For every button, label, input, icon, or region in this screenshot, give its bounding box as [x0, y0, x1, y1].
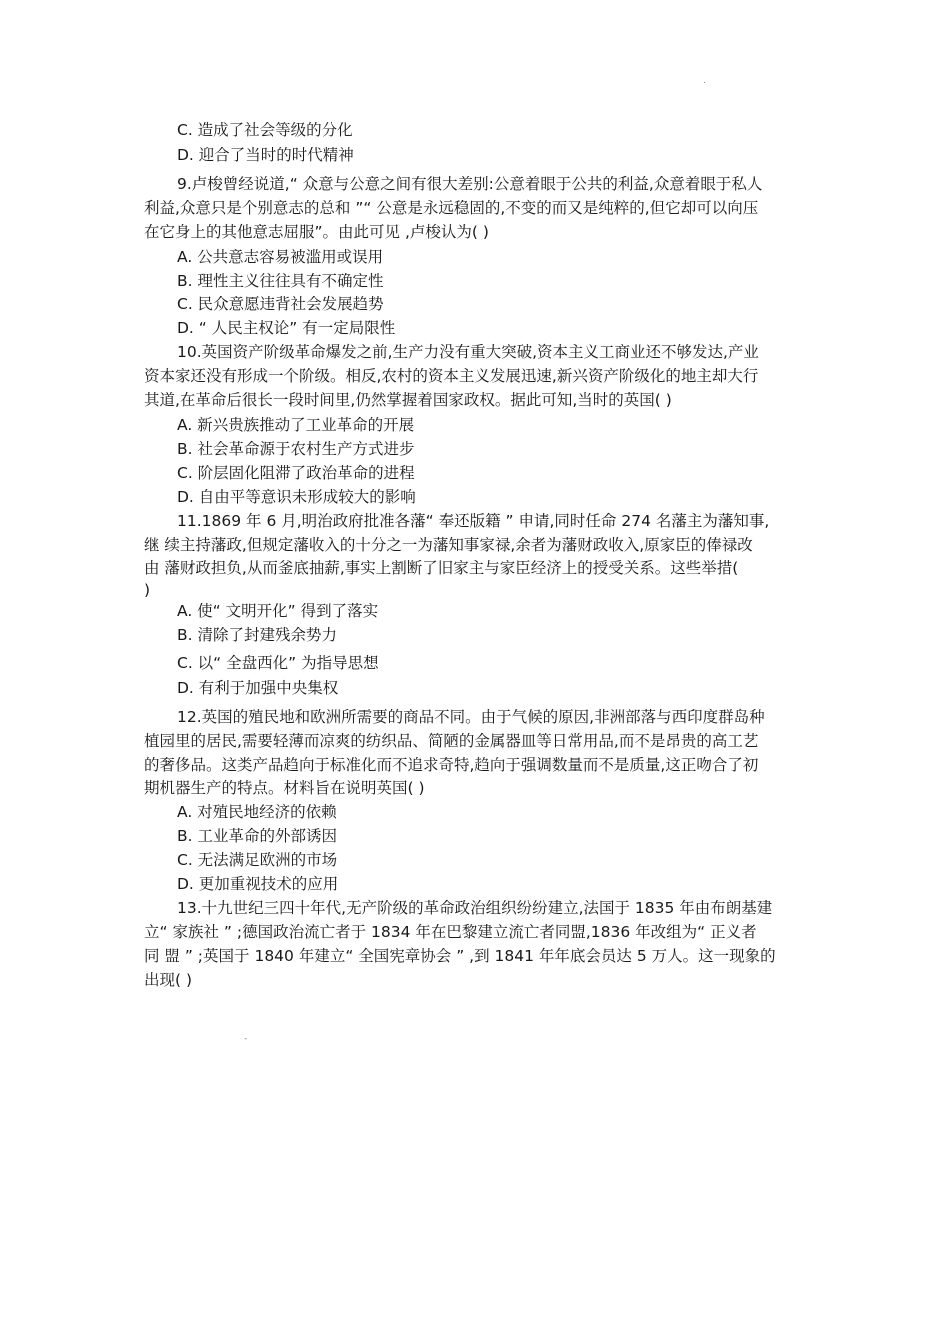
- scan-mark: -: [244, 1034, 248, 1044]
- q8-option-c: C. 造成了社会等级的分化: [177, 121, 353, 139]
- q12-stem-line-2: 植园里的居民,需要轻薄而凉爽的纺织品、简陋的金属器皿等日常用品,而不是昂贵的高工艺: [144, 732, 759, 750]
- q10-stem-line-1: 10.英国资产阶级革命爆发之前,生产力没有重大突破,资本主义工商业还不够发达,产业: [177, 343, 759, 361]
- q12-option-b: B. 工业革命的外部诱因: [177, 827, 337, 845]
- q12-stem-line-1: 12.英国的殖民地和欧洲所需要的商品不同。由于气候的原因,非洲部落与西印度群岛种: [177, 708, 765, 726]
- q11-stem-line-4: ): [144, 581, 151, 599]
- q12-option-d: D. 更加重视技术的应用: [177, 875, 339, 893]
- q11-option-b: B. 清除了封建残余势力: [177, 626, 337, 644]
- q11-stem-line-3: 由 藩财政担负,从而釜底抽薪,事实上割断了旧家主与家臣经济上的授受关系。这些举措(: [144, 559, 739, 577]
- q13-stem-line-3: 同 盟 ” ;英国于 1840 年建立“ 全国宪章协会 ” ,到 1841 年年底会员达 5 万人。这一现象的: [144, 947, 776, 965]
- q10-option-c: C. 阶层固化阻滞了政治革命的进程: [177, 464, 415, 482]
- scan-mark: .: [703, 76, 706, 86]
- q11-option-c: C. 以“ 全盘西化” 为指导思想: [177, 654, 379, 672]
- q8-option-d: D. 迎合了当时的时代精神: [177, 146, 354, 164]
- q9-option-d: D. “ 人民主权论” 有一定局限性: [177, 319, 396, 337]
- q9-option-a: A. 公共意志容易被滥用或误用: [177, 248, 384, 266]
- q10-stem-line-3: 其道,在革命后很长一段时间里,仍然掌握着国家政权。据此可知,当时的英国( ): [144, 391, 672, 409]
- q11-option-d: D. 有利于加强中央集权: [177, 679, 339, 697]
- q13-stem-line-4: 出现( ): [144, 971, 193, 989]
- q10-option-b: B. 社会革命源于农村生产方式进步: [177, 440, 415, 458]
- q13-stem-line-2: 立“ 家族社 ” ;德国政治流亡者于 1834 年在巴黎建立流亡者同盟,1836 年改组为“ 正义者: [144, 923, 757, 941]
- q12-option-a: A. 对殖民地经济的依赖: [177, 803, 337, 821]
- q11-stem-line-2: 继 续主持藩政,但规定藩收入的十分之一为藩知事家禄,余者为藩财政收入,原家臣的俸禄改: [144, 536, 753, 554]
- q9-stem-line-1: 9.卢梭曾经说道,“ 众意与公意之间有很大差别:公意着眼于公共的利益,众意着眼于私人: [177, 175, 763, 193]
- q12-stem-line-3: 的奢侈品。这类产品趋向于标准化而不追求奇特,趋向于强调数量而不是质量,这正吻合了初: [144, 756, 759, 774]
- q12-option-c: C. 无法满足欧洲的市场: [177, 851, 338, 869]
- q12-stem-line-4: 期机器生产的特点。材料旨在说明英国( ): [144, 779, 425, 797]
- q9-option-b: B. 理性主义往往具有不确定性: [177, 272, 384, 290]
- q10-stem-line-2: 资本家还没有形成一个阶级。相反,农村的资本主义发展迅速,新兴资产阶级化的地主却大行: [144, 367, 759, 385]
- q10-option-a: A. 新兴贵族推动了工业革命的开展: [177, 416, 415, 434]
- q11-stem-line-1: 11.1869 年 6 月,明治政府批准各藩“ 奉还版籍 ” 申请,同时任命 274 名藩主为藩知事,: [177, 512, 770, 530]
- q9-stem-line-3: 在它身上的其他意志屈服”。由此可见 ,卢梭认为( ): [144, 223, 489, 241]
- q13-stem-line-1: 13.十九世纪三四十年代,无产阶级的革命政治组织纷纷建立,法国于 1835 年由布朗基建: [177, 899, 773, 917]
- q9-option-c: C. 民众意愿违背社会发展趋势: [177, 295, 384, 313]
- q11-option-a: A. 使“ 文明开化” 得到了落实: [177, 602, 379, 620]
- q10-option-d: D. 自由平等意识未形成较大的影响: [177, 488, 416, 506]
- q9-stem-line-2: 利益,众意只是个别意志的总和 ”“ 公意是永远稳固的,不变的而又是纯粹的,但它却可以向压: [144, 199, 759, 217]
